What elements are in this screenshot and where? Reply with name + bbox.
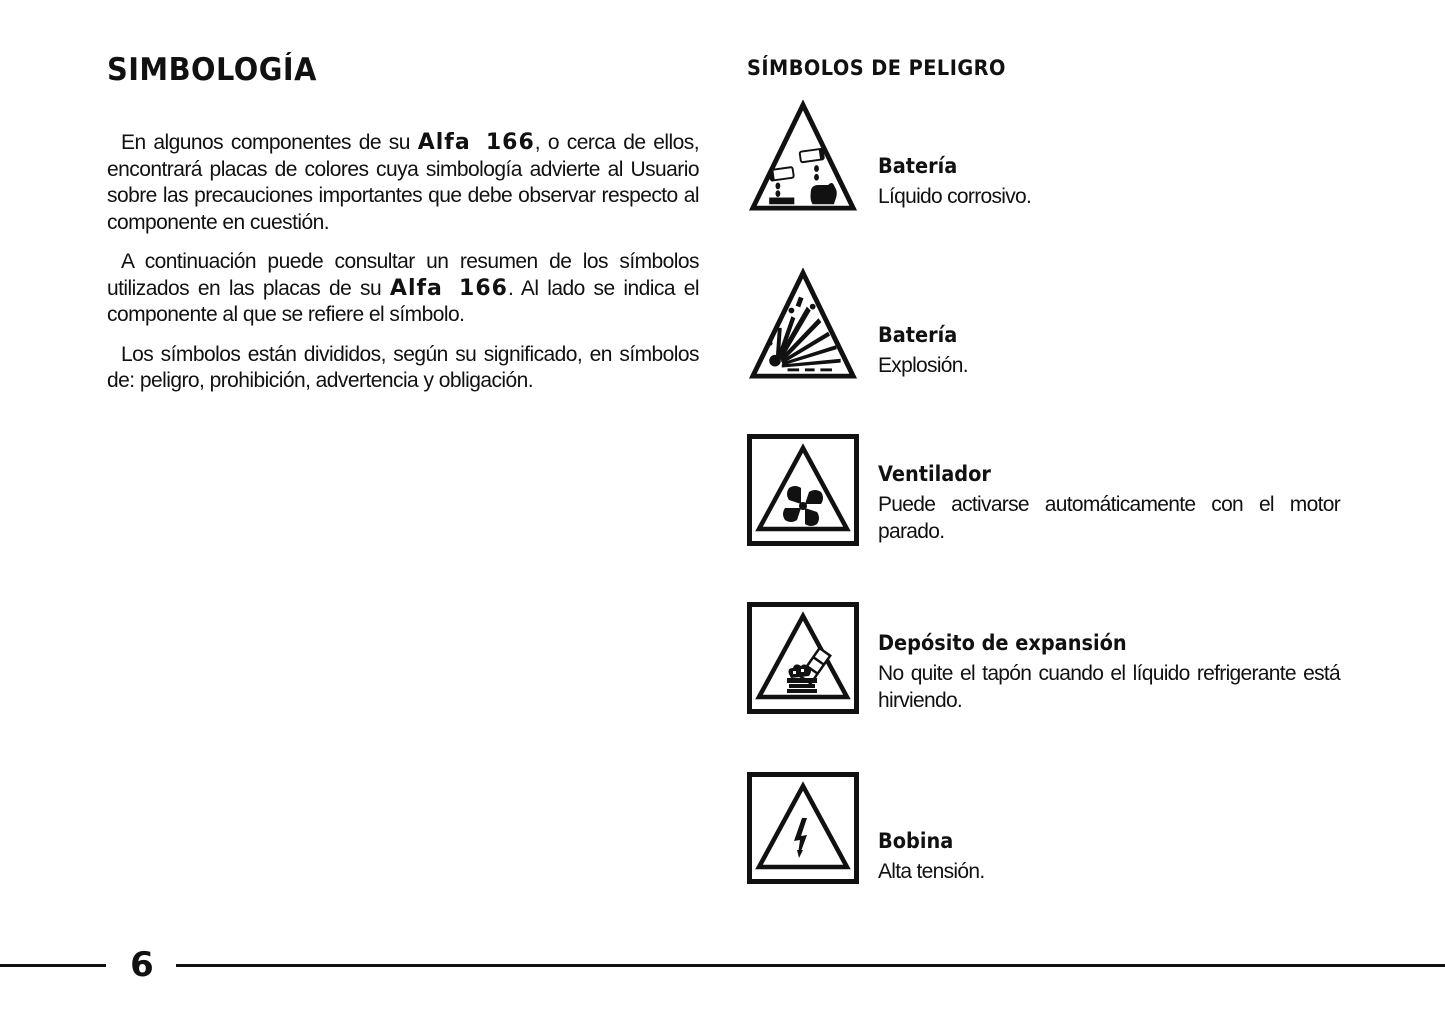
brand-name: Alfa 166 <box>389 275 508 301</box>
symbol-text <box>878 827 1340 885</box>
symbol-item-high-voltage <box>747 772 1347 888</box>
symbol-text <box>878 321 1340 379</box>
intro-text <box>107 130 699 408</box>
expansion-tank-icon <box>747 602 859 714</box>
symbol-text <box>878 629 1340 714</box>
symbol-name: Bobina <box>878 829 954 853</box>
page-title: SIMBOLOGÍA <box>107 52 317 88</box>
symbol-description: Puede activarse automáticamente con el motor parado. <box>878 493 1340 543</box>
intro-paragraph-1 <box>107 130 699 236</box>
symbol-text <box>878 152 1340 210</box>
symbol-name: Batería <box>878 154 958 178</box>
symbol-item-explosion <box>747 268 1347 384</box>
corrosive-liquid-icon <box>747 100 859 212</box>
intro-paragraph-2-text-b: . Al lado se indica el componente al que se refiere el símbolo. <box>107 276 699 326</box>
symbol-name: Batería <box>878 323 958 347</box>
symbol-description: Líquido corrosivo. <box>878 185 1032 208</box>
footer-rule-right <box>176 964 1445 967</box>
high-voltage-icon <box>747 772 859 884</box>
symbol-description: Alta tensión. <box>878 860 985 883</box>
symbol-item-corrosive <box>747 100 1347 216</box>
intro-paragraph-1-text-b: , o cerca de ellos, encontrará placas de colores cuya simbología advierte al Usuario sobre las precauciones importantes que debe observar respecto al componente en cuestión. <box>107 131 699 234</box>
symbol-name: Depósito de expansión <box>878 631 1127 655</box>
intro-paragraph-2 <box>107 249 699 329</box>
symbol-item-expansion-tank <box>747 602 1347 718</box>
page-number: 6 <box>130 945 154 985</box>
explosion-icon <box>747 268 859 380</box>
symbol-item-fan <box>747 434 1347 550</box>
intro-paragraph-1-text-a: En algunos componentes de su <box>121 131 418 154</box>
brand-name: Alfa 166 <box>417 130 535 155</box>
section-title-danger-symbols: SÍMBOLOS DE PELIGRO <box>747 56 1006 80</box>
symbol-description: No quite el tapón cuando el líquido refrigerante está hirviendo. <box>878 662 1340 712</box>
intro-paragraph-2-text-a: A continuación puede consultar un resumen de los símbolos utilizados en las placas de su <box>107 250 699 300</box>
symbol-name: Ventilador <box>878 462 991 486</box>
fan-icon <box>747 434 859 546</box>
symbol-text <box>878 460 1340 545</box>
footer-rule-left <box>0 964 106 967</box>
symbol-description: Explosión. <box>878 354 968 377</box>
intro-paragraph-3: Los símbolos están divididos, según su significado, en símbolos de: peligro, prohibición, advertencia y obligación. <box>107 342 699 392</box>
